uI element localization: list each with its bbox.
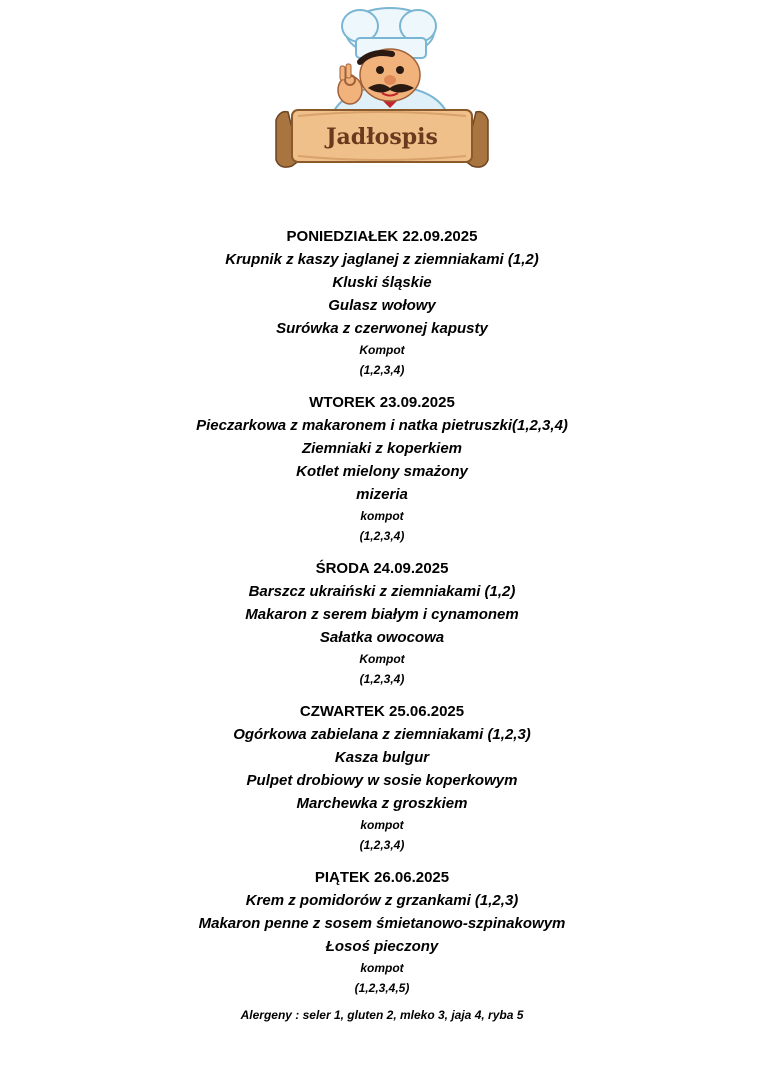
dish-item: Makaron penne z sosem śmietanowo-szpinakowym bbox=[198, 915, 566, 932]
dish-item: Gulasz wołowy bbox=[328, 297, 436, 314]
allergen-codes: (1,2,3,4) bbox=[359, 838, 405, 852]
dish-item: Pulpet drobiowy w sosie koperkowym bbox=[246, 772, 518, 789]
allergens-note: Alergeny : seler 1, gluten 2, mleko 3, jaja 4, ryba 5 bbox=[240, 1008, 524, 1022]
allergen-codes: (1,2,3,4) bbox=[359, 529, 405, 543]
dish-item: Łosoś pieczony bbox=[325, 938, 439, 955]
dish-item: Krem z pomidorów z grzankami (1,2,3) bbox=[245, 892, 519, 909]
drink-item: Kompot bbox=[359, 343, 405, 357]
header-illustration bbox=[0, 0, 764, 180]
ok-hand-icon bbox=[338, 64, 362, 104]
allergen-codes: (1,2,3,4) bbox=[359, 363, 405, 377]
day-title: PONIEDZIAŁEK 22.09.2025 bbox=[286, 228, 478, 245]
dish-item: Ogórkowa zabielana z ziemniakami (1,2,3) bbox=[233, 726, 531, 743]
day-title: ŚRODA 24.09.2025 bbox=[315, 560, 449, 577]
scroll-banner bbox=[276, 110, 488, 167]
menu-day-0 bbox=[0, 226, 764, 380]
dish-item: Sałatka owocowa bbox=[319, 629, 445, 646]
dish-item: Pieczarkowa z makaronem i natka pietruszki(1,2,3,4) bbox=[196, 417, 568, 434]
chef-scroll-logo bbox=[0, 0, 764, 180]
menu-day-1 bbox=[0, 392, 764, 546]
drink-item: kompot bbox=[360, 509, 404, 523]
menu-day-3 bbox=[0, 701, 764, 855]
drink-item: kompot bbox=[360, 818, 404, 832]
menu-day-4 bbox=[0, 867, 764, 998]
menu-day-2 bbox=[0, 558, 764, 689]
day-title: CZWARTEK 25.06.2025 bbox=[299, 703, 465, 720]
dish-item: Barszcz ukraiński z ziemniakami (1,2) bbox=[248, 583, 516, 600]
chef-face-icon bbox=[360, 49, 420, 101]
dish-item: Surówka z czerwonej kapusty bbox=[276, 320, 488, 337]
allergen-codes: (1,2,3,4) bbox=[359, 672, 405, 686]
dish-item: Makaron z serem białym i cynamonem bbox=[245, 606, 519, 623]
banner-title: Jadłospis bbox=[326, 124, 438, 150]
dish-item: Kasza bulgur bbox=[334, 749, 430, 766]
allergen-codes: (1,2,3,4,5) bbox=[354, 981, 410, 995]
day-title: WTOREK 23.09.2025 bbox=[309, 394, 455, 411]
dish-item: Kluski śląskie bbox=[332, 274, 432, 291]
dish-item: Ziemniaki z koperkiem bbox=[301, 440, 463, 457]
drink-item: Kompot bbox=[359, 652, 405, 666]
drink-item: kompot bbox=[360, 961, 404, 975]
dish-item: Krupnik z kaszy jaglanej z ziemniakami (1,2) bbox=[225, 251, 539, 268]
dish-item: Marchewka z groszkiem bbox=[296, 795, 468, 812]
weekly-menu bbox=[0, 226, 764, 1024]
day-title: PIĄTEK 26.06.2025 bbox=[314, 869, 450, 886]
dish-item: mizeria bbox=[356, 486, 408, 503]
dish-item: Kotlet mielony smażony bbox=[296, 463, 468, 480]
